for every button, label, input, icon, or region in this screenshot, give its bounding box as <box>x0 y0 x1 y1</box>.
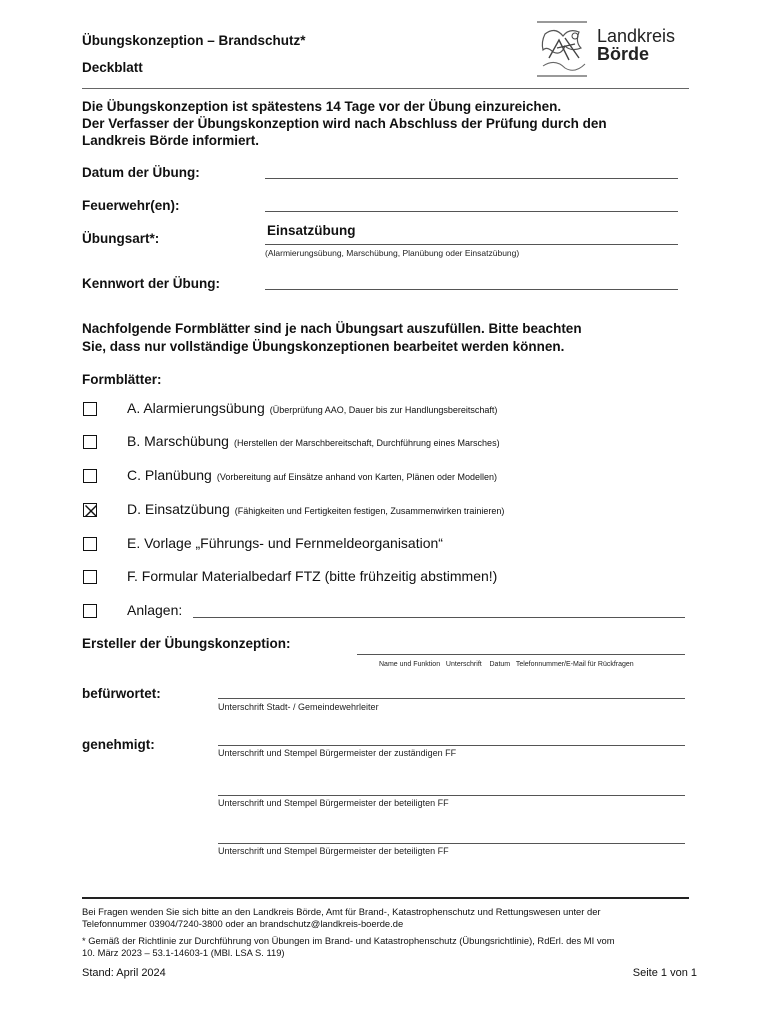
item-label: E. Vorlage „Führungs- und Fernmeldeorganisation“ <box>127 535 443 551</box>
item-description: (Herstellen der Marschbereitschaft, Durchführung eines Marsches) <box>233 438 500 448</box>
checkbox-materialbedarf[interactable] <box>83 570 97 584</box>
footer-line: Telefonnummer 03904/7240-3800 oder an brandschutz@landkreis-boerde.de <box>82 918 404 929</box>
formblatt-item-d <box>127 501 504 517</box>
uebungsart-line <box>265 244 678 245</box>
kennwort-field[interactable] <box>265 273 678 289</box>
item-label: F. Formular Materialbedarf FTZ (bitte frühzeitig abstimmen!) <box>127 568 498 584</box>
intro-line: Landkreis Börde informiert. <box>82 133 260 148</box>
feuerwehr-line <box>265 211 678 212</box>
footer-line: 10. März 2023 – 53.1-14603-1 (MBl. LSA S. 119) <box>82 947 285 958</box>
item-label: Anlagen: <box>127 602 183 618</box>
genehmigt-signature-line-3[interactable] <box>218 843 685 844</box>
kennwort-line <box>265 289 678 290</box>
ersteller-label: Ersteller der Übungskonzeption: <box>82 636 291 651</box>
befuerwortet-signature-line[interactable] <box>218 698 685 699</box>
formblatt-item-e <box>127 535 443 551</box>
note-line: Sie, dass nur vollständige Übungskonzeptionen bearbeitet werden können. <box>82 339 565 354</box>
checkbox-anlagen[interactable] <box>83 604 97 618</box>
genehmigt-signature-line-2[interactable] <box>218 795 685 796</box>
befuerwortet-caption: Unterschrift Stadt- / Gemeindewehrleiter <box>218 702 379 712</box>
formblatt-item-c <box>127 467 497 483</box>
footer-contact <box>82 906 694 930</box>
page-number: Seite 1 von 1 <box>632 967 697 979</box>
formblatt-item-f <box>127 568 497 584</box>
stand-date: Stand: April 2024 <box>82 967 166 979</box>
logo-text-landkreis: Landkreis <box>597 26 676 46</box>
footer-divider <box>82 897 689 899</box>
genehmigt-caption-1: Unterschrift und Stempel Bürgermeister der zuständigen FF <box>218 748 457 758</box>
datum-field[interactable] <box>265 162 678 178</box>
item-description: (Fähigkeiten und Fertigkeiten festigen, Zusammenwirken trainieren) <box>234 506 505 516</box>
checkbox-vorlage-fuehrung[interactable] <box>83 537 97 551</box>
checkbox-planuebung[interactable] <box>83 469 97 483</box>
document-subtitle: Deckblatt <box>82 60 143 75</box>
footer-line: Bei Fragen wenden Sie sich bitte an den Landkreis Börde, Amt für Brand-, Katastrophenschutz und Rettungswesen unter der <box>82 906 601 917</box>
logo-text-boerde: Börde <box>597 44 650 64</box>
item-description: (Überprüfung AAO, Dauer bis zur Handlungsbereitschaft) <box>269 405 498 415</box>
checkbox-einsatzuebung[interactable] <box>83 503 97 517</box>
item-label: C. Planübung <box>127 467 212 483</box>
feuerwehr-label: Feuerwehr(en): <box>82 198 180 213</box>
uebungsart-hint: (Alarmierungsübung, Marschübung, Planübung oder Einsatzübung) <box>265 248 520 258</box>
befuerwortet-label: befürwortet: <box>82 686 161 701</box>
checkbox-marschuebung[interactable] <box>83 435 97 449</box>
coat-of-arms-icon <box>535 18 595 78</box>
item-label: A. Alarmierungsübung <box>127 400 265 416</box>
formblatt-item-a <box>127 400 497 416</box>
instructions-note <box>82 320 697 356</box>
datum-label: Datum der Übung: <box>82 165 200 180</box>
ersteller-signature-line[interactable] <box>357 654 685 655</box>
genehmigt-signature-line-1[interactable] <box>218 745 685 746</box>
genehmigt-label: genehmigt: <box>82 737 155 752</box>
anlagen-line[interactable] <box>193 617 685 618</box>
item-label: D. Einsatzübung <box>127 501 230 517</box>
datum-line <box>265 178 678 179</box>
checkbox-alarmierungsuebung[interactable] <box>83 402 97 416</box>
checkmark-x-icon <box>84 504 98 518</box>
kennwort-label: Kennwort der Übung: <box>82 276 220 291</box>
uebungsart-label: Übungsart*: <box>82 231 160 246</box>
genehmigt-caption-2: Unterschrift und Stempel Bürgermeister der beteiligten FF <box>218 798 449 808</box>
note-line: Nachfolgende Formblätter sind je nach Übungsart auszufüllen. Bitte beachten <box>82 321 582 336</box>
intro-text <box>82 98 697 149</box>
ersteller-caption: Name und Funktion Unterschrift Datum Telefonnummer/E-Mail für Rückfragen <box>379 661 634 668</box>
footer-footnote <box>82 935 694 959</box>
intro-line: Der Verfasser der Übungskonzeption wird nach Abschluss der Prüfung durch den <box>82 116 607 131</box>
document-title: Übungskonzeption – Brandschutz* <box>82 33 306 48</box>
uebungsart-field[interactable]: Einsatzübung <box>267 223 356 238</box>
feuerwehr-field[interactable] <box>265 195 678 211</box>
genehmigt-caption-3: Unterschrift und Stempel Bürgermeister der beteiligten FF <box>218 846 449 856</box>
formblaetter-heading: Formblätter: <box>82 372 162 387</box>
item-label: B. Marschübung <box>127 433 229 449</box>
formblatt-item-b <box>127 433 500 449</box>
footer-line: * Gemäß der Richtlinie zur Durchführung von Übungen im Brand- und Katastrophenschutz (Übungsrichtlinie), RdErl. des MI vom <box>82 935 615 946</box>
formblatt-item-anlagen <box>127 602 182 618</box>
intro-line: Die Übungskonzeption ist spätestens 14 Tage vor der Übung einzureichen. <box>82 99 562 114</box>
header-divider <box>82 88 689 89</box>
item-description: (Vorbereitung auf Einsätze anhand von Karten, Plänen oder Modellen) <box>216 472 498 482</box>
